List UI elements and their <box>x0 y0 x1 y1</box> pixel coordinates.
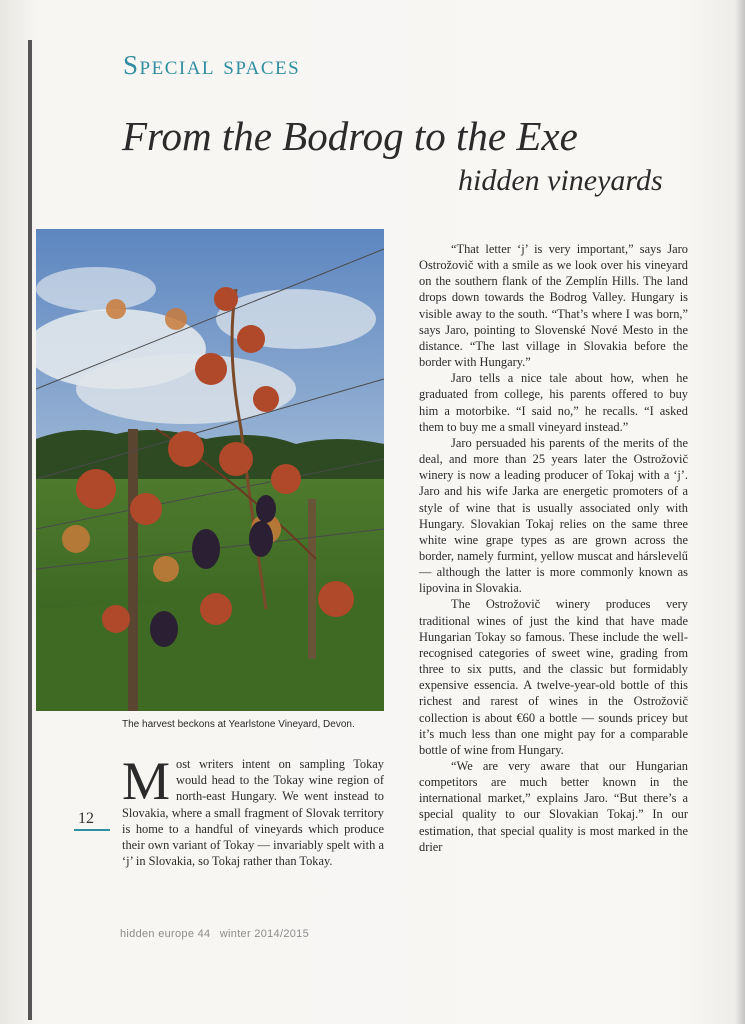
body-paragraph: Jaro tells a nice tale about how, when he graduated from college, his parents offered to buy him a motorbike. “I said no,” he recalls. “I asked them to buy me a small vineyard instead.” <box>419 371 688 434</box>
body-column <box>419 241 688 855</box>
page-footer <box>120 928 315 940</box>
body-paragraph: “That letter ‘j’ is very important,” says Jaro Ostrožovič with a smile as we look over his vineyard on the southern flank of the Zemplín Hills. The land drops down towards the Bodrog Valley. Hungary is visible away to the south. “That’s where I was born,” says Jaro, pointing to Slovenské Nové Mesto in the distance. “The last village in Slovakia before the border with Hungary.” <box>419 242 688 370</box>
page-number-rule <box>74 829 110 831</box>
drop-cap: M <box>122 751 171 811</box>
article-subtitle: hidden vineyards <box>458 164 663 197</box>
photo-caption: The harvest beckons at Yearlstone Vineyard, Devon. <box>122 719 355 730</box>
article-title: From the Bodrog to the Exe <box>122 113 578 159</box>
body-paragraph: Jaro persuaded his parents of the merits of the deal, and more than 25 years later the Ostrožovič winery is now a leading producer of Tokaj with a ‘j’. Jaro and his wife Jarka are energetic promoters of a style of wine that is usually associated only with Hungary. Slovakian Tokaj relies on the same three white wine grape types as are grown across the border, namely furmint, yellow muscat and hárslevelű — although the latter is more commonly known as lipovina in Slovakia. <box>419 435 688 596</box>
spine-shadow <box>28 40 32 1020</box>
footer-issue: winter 2014/2015 <box>219 928 309 940</box>
body-paragraph: The Ostrožovič winery produces very traditional wines of just the kind that have made Hungarian Tokay so famous. These include the well-recognised categories of sweet wine, grading from three to six putts, and the classic but formidably expensive essencia. A twelve-year-old bottle of this richest and rarest of wines in the Ostrožovič collection is about €60 a bottle — sounds pricey but it’s much less than one might pay for a comparable bottle of wine from Hungary. <box>419 597 688 757</box>
vineyard-photo <box>36 229 384 711</box>
page-number: 12 <box>78 810 94 827</box>
intro-column <box>122 751 384 869</box>
body-paragraph: “We are very aware that our Hungarian competitors are much better known in the international market,” explains Jaro. “But there’s a special quality to our Slovakian Tokaj.” In our estimation, that special quality is most marked in the drier <box>419 759 688 854</box>
intro-text: ost writers intent on sampling Tokay would head to the Tokay wine region of north-east Hungary. We went instead to Slovakia, where a small fragment of Slovak territory is home to a handful of vineyards which produce their own variant of Tokay — invariably spelt with a ‘j’ in Slovakia, so Tokaj rather than Tokay. <box>122 757 384 869</box>
page-edge-shadow <box>735 0 745 1024</box>
footer-publication: hidden europe 44 <box>120 928 211 940</box>
vineyard-photo-icon <box>36 229 384 711</box>
section-label: Special spaces <box>123 50 301 80</box>
